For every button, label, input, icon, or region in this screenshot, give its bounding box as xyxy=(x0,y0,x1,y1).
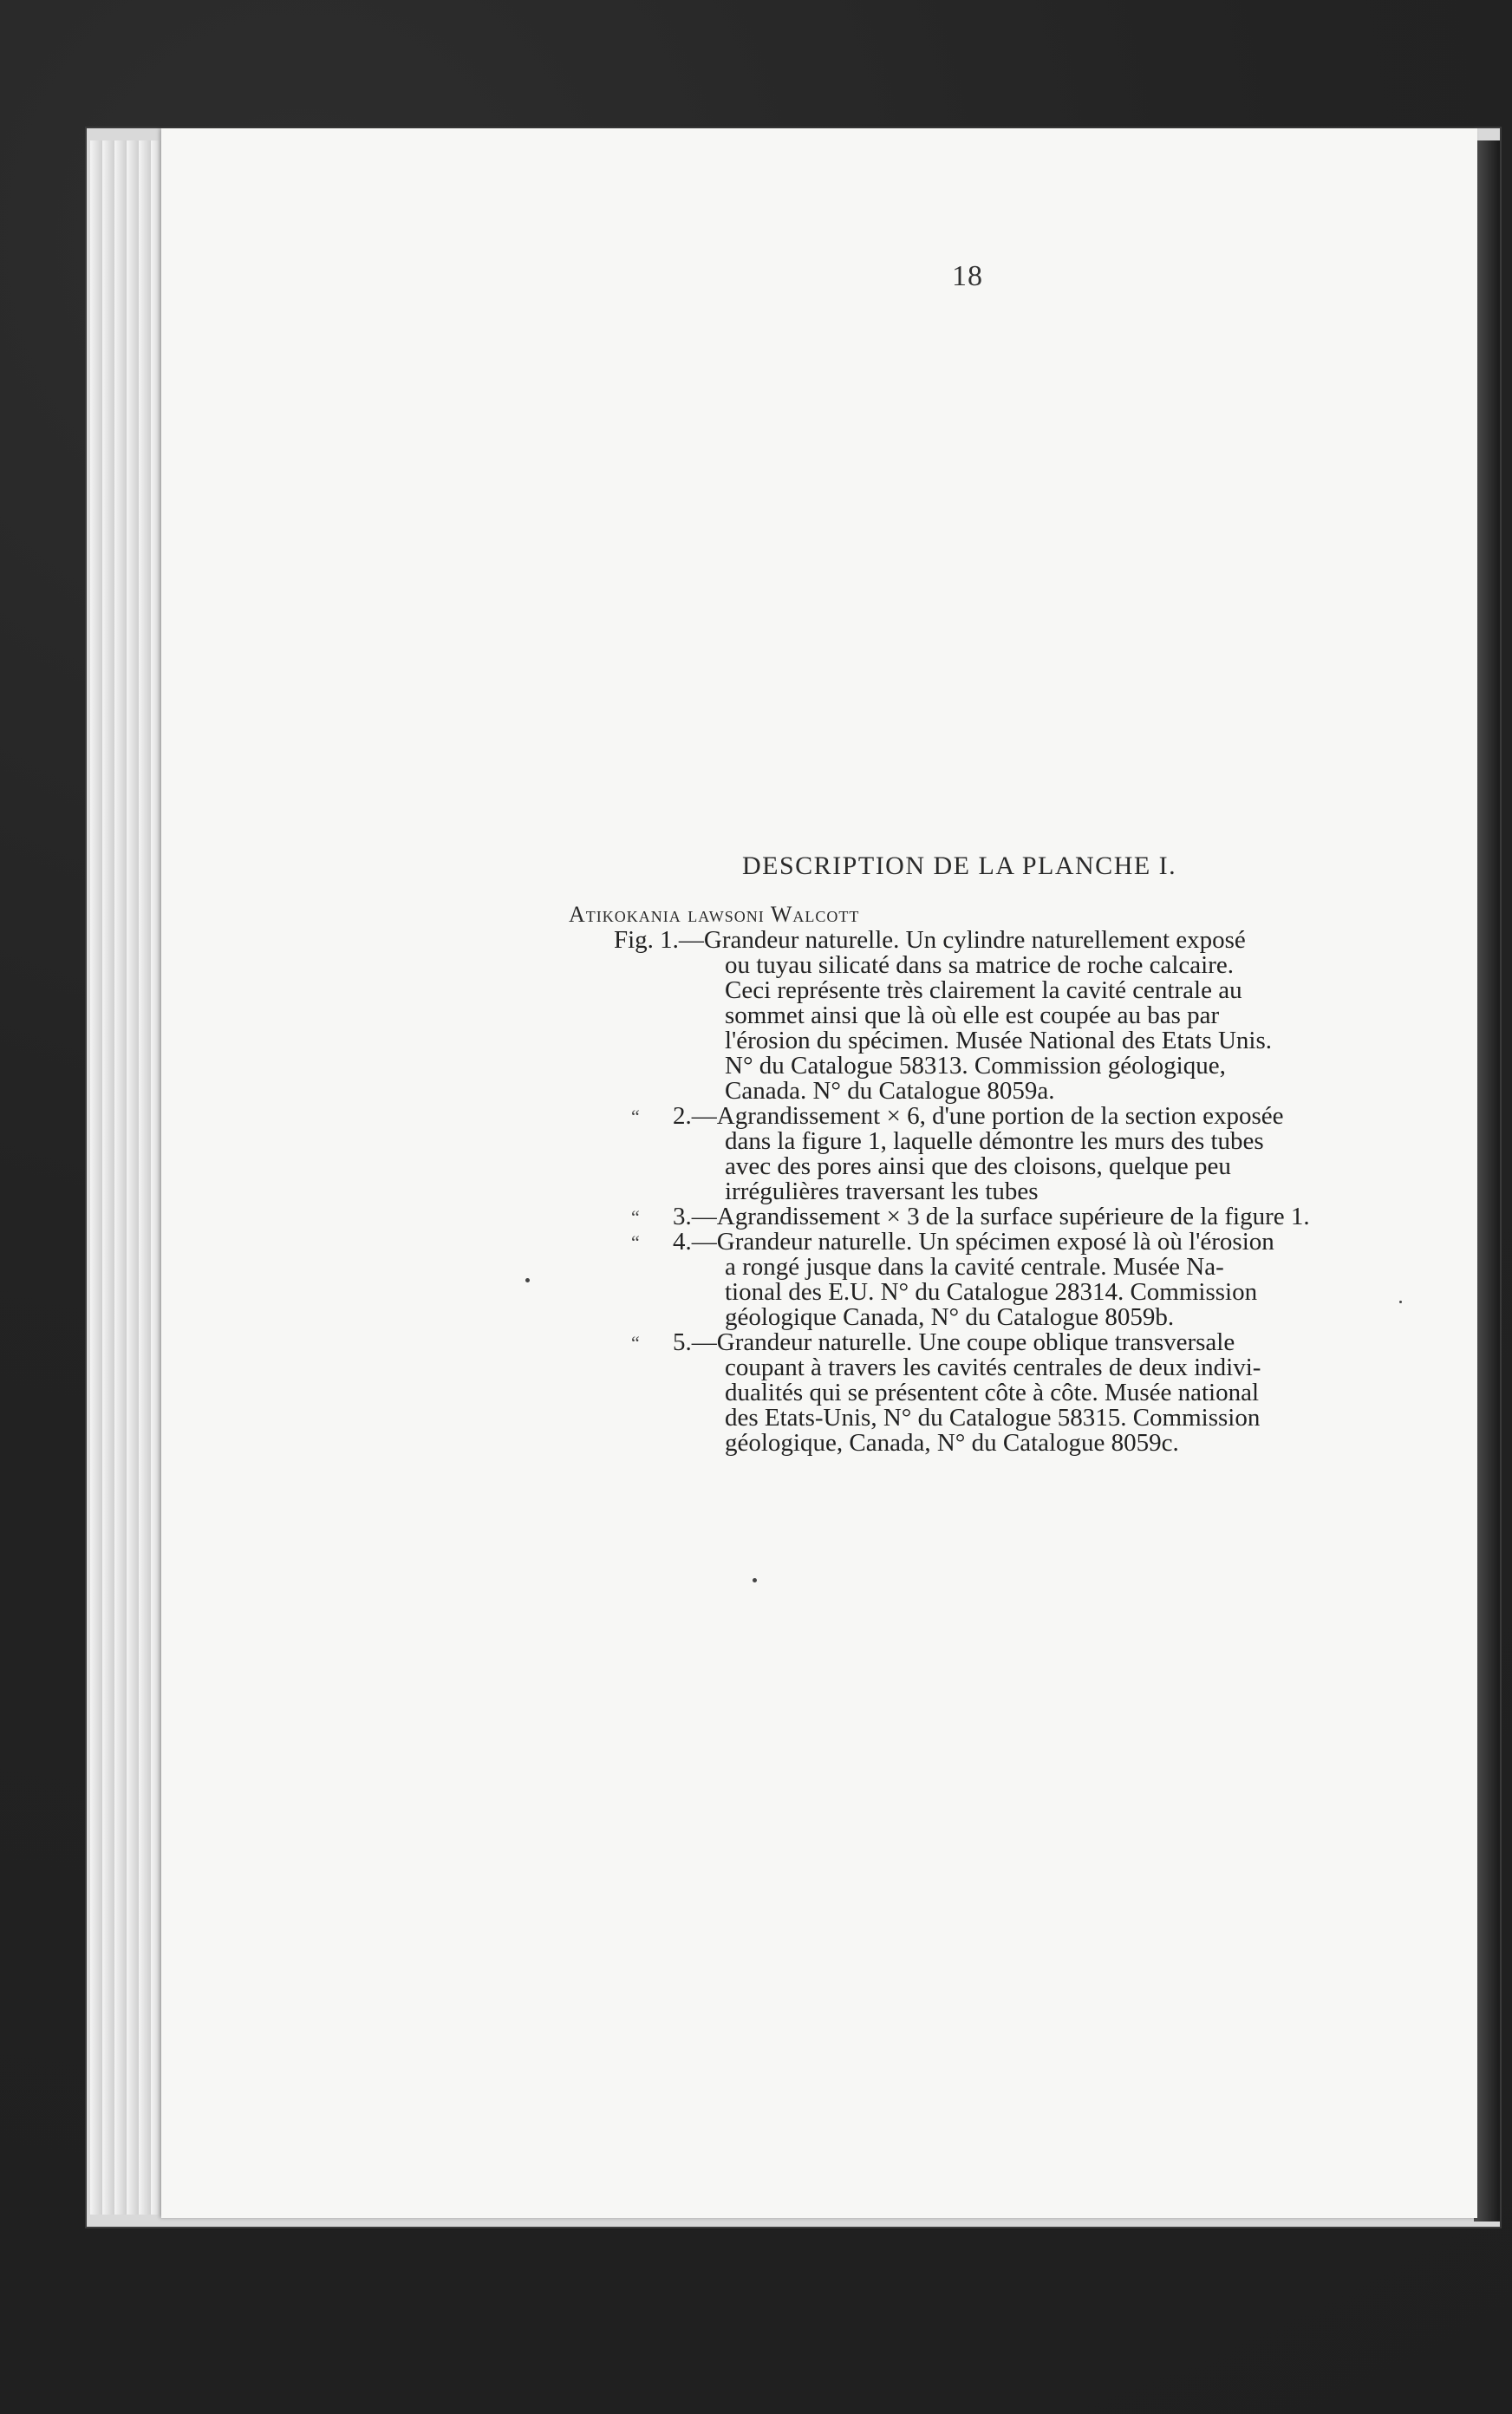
book-binding-shadow xyxy=(1474,140,1500,2222)
entry-line: 3.—Agrandissement × 3 de la surface supérieure de la figure 1. xyxy=(673,1203,1310,1230)
page-edge xyxy=(102,140,115,2215)
entry-line: géologique Canada, N° du Catalogue 8059b. xyxy=(725,1303,1175,1331)
entry-line: avec des pores ainsi que des cloisons, quelque peu xyxy=(725,1152,1231,1180)
entry-line: l'érosion du spécimen. Musée National des Etats Unis. xyxy=(725,1027,1273,1054)
entry-line: irrégulières traversant les tubes xyxy=(725,1178,1039,1205)
page-edge xyxy=(90,140,103,2215)
figure-entry-5 xyxy=(569,1330,1366,1456)
scan-speck xyxy=(525,1278,530,1282)
ditto-mark: “ xyxy=(631,1206,640,1228)
entry-line: coupant à travers les cavités centrales de deux indivi- xyxy=(725,1354,1261,1381)
figure-descriptions xyxy=(569,928,1366,1456)
entry-line: N° du Catalogue 58313. Commission géologique, xyxy=(725,1052,1226,1080)
scan-speck xyxy=(753,1578,757,1582)
ditto-mark: “ xyxy=(631,1332,640,1354)
species-name: Atikokania lawsoni Walcott xyxy=(569,902,860,927)
figure-entry-4 xyxy=(569,1230,1366,1330)
page-edge xyxy=(127,140,140,2215)
entry-line: des Etats-Unis, N° du Catalogue 58315. Commission xyxy=(725,1404,1261,1432)
entry-line: tional des E.U. N° du Catalogue 28314. Commission xyxy=(725,1278,1258,1306)
entry-line: 4.—Grandeur naturelle. Un spécimen exposé là où l'érosion xyxy=(673,1228,1274,1256)
plate-heading: DESCRIPTION DE LA PLANCHE I. xyxy=(742,851,1177,880)
entry-line: Fig. 1.—Grandeur naturelle. Un cylindre naturellement exposé xyxy=(614,926,1246,954)
entry-line: géologique, Canada, N° du Catalogue 8059c. xyxy=(725,1429,1179,1457)
figure-entry-3 xyxy=(569,1204,1366,1230)
entry-line: dualités qui se présentent côte à côte. Musée national xyxy=(725,1379,1260,1406)
page-edge xyxy=(114,140,127,2215)
entry-line: 2.—Agrandissement × 6, d'une portion de la section exposée xyxy=(673,1102,1284,1130)
page-edge xyxy=(139,140,152,2215)
scan-speck xyxy=(1399,1301,1402,1303)
entry-line: sommet ainsi que là où elle est coupée au bas par xyxy=(725,1001,1220,1029)
ditto-mark: “ xyxy=(631,1231,640,1253)
entry-line: 5.—Grandeur naturelle. Une coupe oblique transversale xyxy=(673,1328,1235,1356)
entry-line: Canada. N° du Catalogue 8059a. xyxy=(725,1077,1055,1105)
entry-line: dans la figure 1, laquelle démontre les murs des tubes xyxy=(725,1127,1264,1155)
entry-line: ou tuyau silicaté dans sa matrice de roche calcaire. xyxy=(725,951,1234,979)
entry-line: a rongé jusque dans la cavité centrale. Musée Na- xyxy=(725,1253,1224,1281)
entry-line: Ceci représente très clairement la cavité centrale au xyxy=(725,976,1242,1004)
figure-entry-1 xyxy=(569,928,1366,1104)
ditto-mark: “ xyxy=(631,1106,640,1127)
page-number: 18 xyxy=(952,260,983,292)
figure-entry-2 xyxy=(569,1104,1366,1204)
